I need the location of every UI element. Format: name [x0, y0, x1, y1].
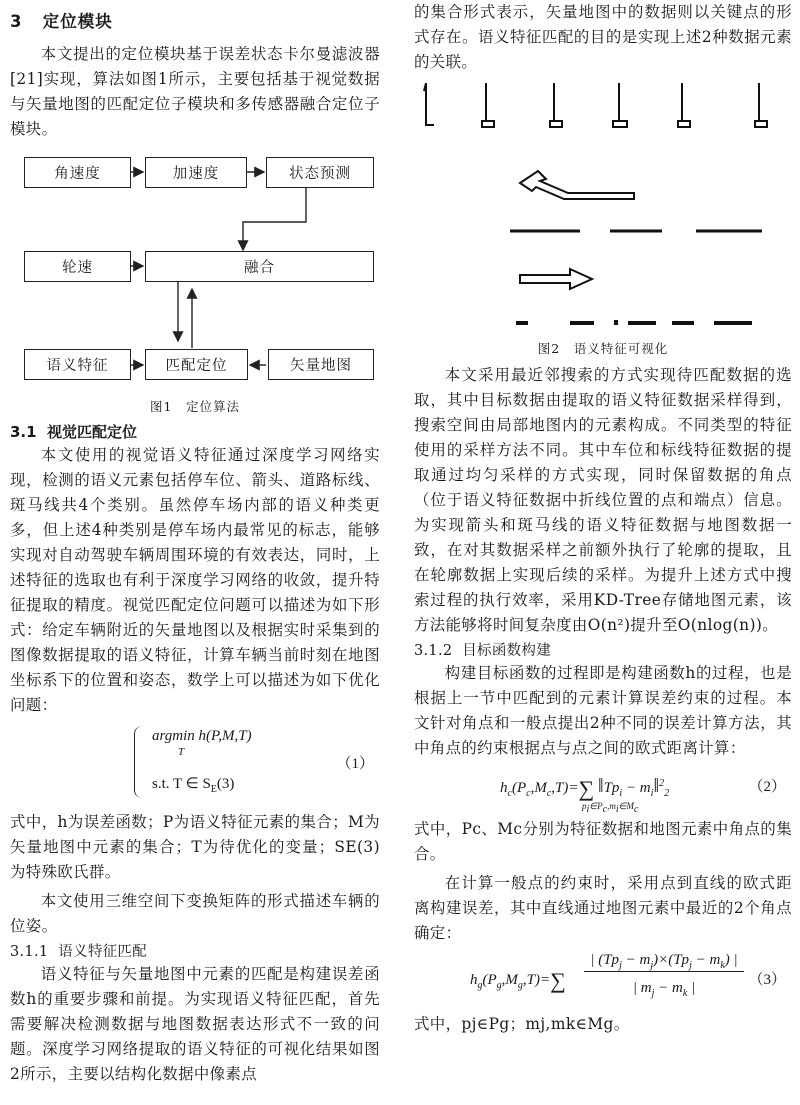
subsection-3-1-1-heading	[10, 940, 380, 961]
box-angular-velocity: 角速度	[24, 157, 131, 188]
straight-arrow-mark	[520, 269, 592, 289]
right-column	[414, 0, 792, 1037]
figure2-caption: 图2 语义特征可视化	[537, 341, 669, 356]
equation-1-line1: argmin h(P,M,T)	[152, 728, 252, 744]
paragraph-search: 本文采用最近邻搜索的方式实现待匹配数据的选取，其中目标数据由提取的语义特征数据采样得到，搜索空间由局部地图内的元素构成。不同类型的特征使用的采样方法不同。其中车位和标线特征数据的提取通过均匀采样的方式实现，同时保留数据的角点（位于语义特征数据中折线位置的点和端点）信息。为实现箭头和斑马线的语义特征数据与地图数据一致，在对其数据采样之前额外执行了轮廓的提取，且在轮廓数据上实现后续的采样。为提升上述方式中搜索过程的执行效率，采用KD-Tree存储地图元素，该方法能够将时间复杂度由O(n²)提升至O(nlog(n))。	[414, 366, 792, 634]
section-number: 3	[10, 12, 23, 31]
subsubsection-title: 语义特征匹配	[58, 944, 148, 960]
paragraph-after-eq1: 式中，h为误差函数；P为语义特征元素的集合；M为矢量地图中元素的集合；T为待优化的变量；SE(3)为特殊欧氏群。	[10, 813, 380, 881]
subsection-3-1-heading	[10, 421, 380, 442]
paragraph-3-1: 本文使用的视觉语义特征通过深度学习网络实现，检测的语义元素包括停车位、箭头、道路标线、斑马线共4个类别。虽然停车场内部的语义种类更多，但上述4种类别是停车场内最常见的标志，能够实现对自动驾驶车辆周围环境的有效表达，同时，上述特征的选取也有利于深度学习网络的收敛，提升特征提取的精度。视觉匹配定位问题可以描述为如下形式：给定车辆附近的矢量地图以及根据实时采集到的图像数据提取的语义特征，计算车辆当前时刻在地图坐标系下的位置和姿态，数学上可以描述为如下优化问题：	[10, 446, 380, 714]
equation-3	[414, 946, 792, 1012]
box-semantic-feature: 语义特征	[24, 349, 131, 380]
equation-1	[10, 722, 380, 808]
paragraph-pose: 本文使用三维空间下变换矩阵的形式描述车辆的位姿。	[10, 892, 380, 935]
equation-2-sum-index: $p_i\in P_c,m_i\in M_c$	[582, 801, 639, 815]
section-heading	[10, 8, 380, 32]
paragraph-after-eq3: 式中，pj∈Pg；mj,mk∈Mg。	[414, 1015, 630, 1033]
paragraph-3-1-1: 语义特征与矢量地图中元素的匹配是构建误差函数h的重要步骤和前提。为实现语义特征匹配，首先需要解决检测数据与地图数据表达形式不一致的问题。深度学习网络提取的语义特征的可视化结果如图2所示，主要以结构化数据中像素点	[10, 965, 380, 1083]
parking-slot-marks	[424, 83, 767, 127]
equation-2	[414, 761, 792, 817]
figure1-caption: 图1 定位算法	[150, 399, 240, 414]
box-matching-localization: 匹配定位	[145, 349, 248, 380]
equation-1-line2-tail: (3)	[216, 776, 235, 792]
intro-paragraph: 本文提出的定位模块基于误差状态卡尔曼滤波器[21]实现，算法如图1所示，主要包括基于视觉数据与矢量地图的匹配定位子模块和多传感器融合定位子模块。	[10, 45, 380, 138]
subsection-title: 视觉匹配定位	[47, 423, 138, 441]
subsection-3-1-2-heading	[414, 639, 792, 660]
paragraph-general-points: 在计算一般点的约束时，采用点到直线的欧式距离构建误差，其中直线通过地图元素中最近的2个角点确定：	[414, 874, 792, 942]
equation-3-denominator: | $m_j - m_k$ |	[632, 980, 696, 999]
equation-3-lhs: $h_g(P_g,M_g,T)=\sum$	[470, 968, 566, 993]
equation-1-line1-sub: T	[178, 746, 185, 758]
paragraph-after-eq2: 式中，Pc、Mc分别为特征数据和地图元素中角点的集合。	[414, 820, 792, 863]
equation-3-number: （3）	[748, 972, 786, 988]
equation-1-brace	[134, 726, 149, 798]
subsubsection-title: 目标函数构建	[462, 643, 552, 659]
box-fusion: 融合	[145, 251, 374, 282]
equation-3-numerator: | $(Tp_j - m_j)\times(Tp_j - m_k)$ |	[584, 952, 744, 972]
equation-1-number: （1）	[336, 756, 374, 772]
box-state-prediction: 状态预测	[266, 157, 374, 188]
equation-2-number: （2）	[748, 779, 786, 795]
subsection-number: 3.1	[10, 423, 37, 441]
equation-1-line2	[152, 774, 234, 795]
equation-1-line2-sub: E	[210, 784, 217, 795]
equation-1-line2-main: s.t. T ∈ S	[152, 776, 211, 792]
figure2-visualization	[414, 83, 792, 335]
paragraph-3-1-2: 构建目标函数的过程即是构建函数h的过程，也是根据上一节中匹配到的元素计算误差约束的过程。本文针对角点和一般点提出2种不同的误差计算方法，其中角点的约束根据点与点之间的欧式距离计算：	[414, 664, 792, 757]
section-title: 定位模块	[42, 12, 113, 31]
turn-arrow-mark	[520, 171, 634, 199]
paragraph-right-top: 的集合形式表示，矢量地图中的数据则以关键点的形式存在。语义特征匹配的目的是实现上述2种数据元素的关联。	[414, 3, 792, 71]
left-column	[10, 0, 380, 1087]
subsubsection-number: 3.1.2	[414, 643, 453, 659]
box-vector-map: 矢量地图	[268, 349, 374, 380]
zebra-crossing-marks	[516, 320, 752, 325]
box-wheel-speed: 轮速	[24, 251, 131, 282]
figure1-flowchart	[10, 154, 380, 399]
arrow-state-fusion	[243, 187, 306, 250]
box-acceleration: 加速度	[145, 157, 247, 188]
subsubsection-number: 3.1.1	[10, 944, 49, 960]
figure2-graphic	[414, 83, 792, 335]
equation-2-body: $h_c(P_c,M_c,T)=\sum$ $‖Tp_i$ − $m_i‖^2_2$	[500, 775, 670, 801]
